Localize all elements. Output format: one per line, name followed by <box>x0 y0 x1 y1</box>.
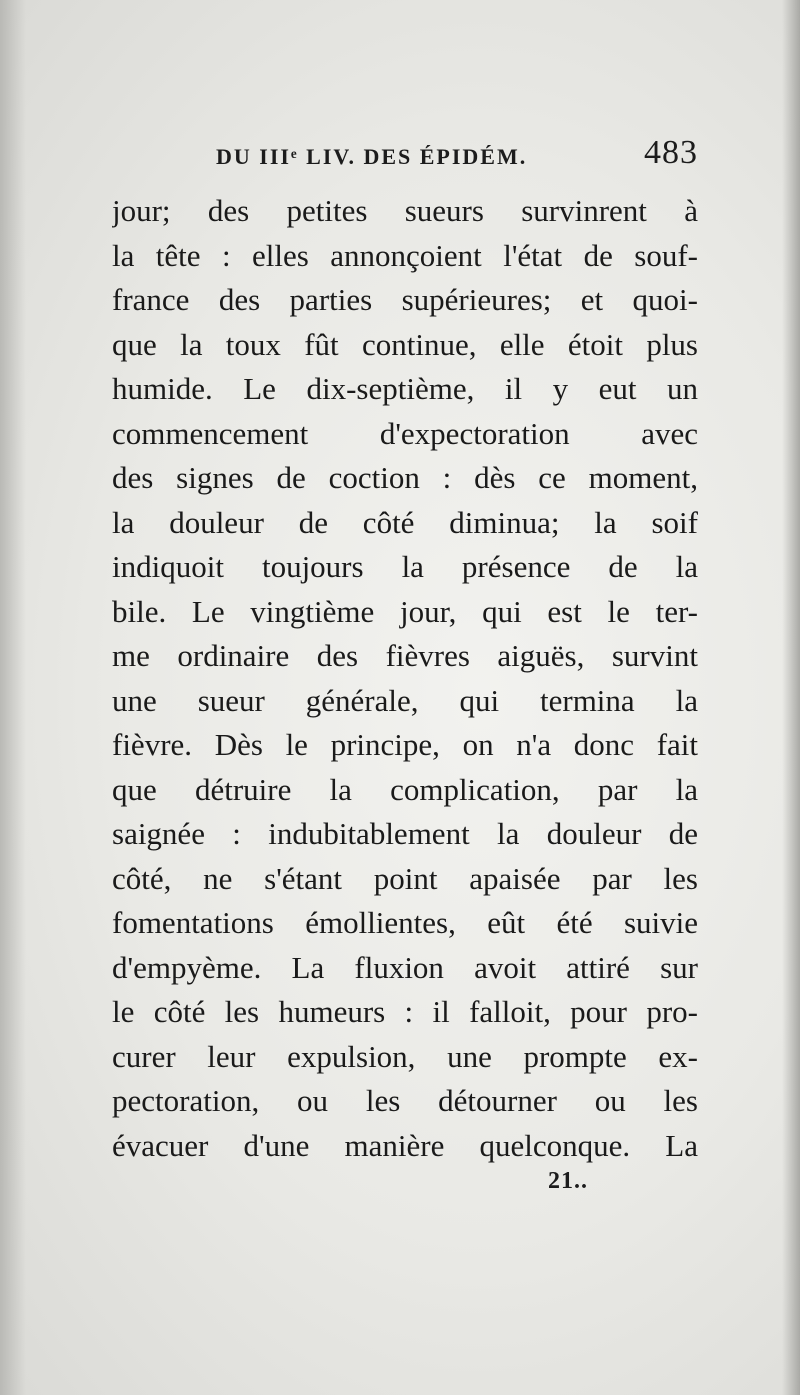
signature-mark: 21.. <box>548 1168 588 1194</box>
text-line: fomentations émollientes, eût été suivie <box>112 905 698 940</box>
text-line: indiquoit toujours la présence de la <box>112 549 698 584</box>
page-edge-shadow-right <box>782 0 800 1395</box>
text-line: pectoration, ou les détourner ou les <box>112 1083 698 1118</box>
text-line: humide. Le dix-septième, il y eut un <box>112 371 698 406</box>
text-line: que détruire la complication, par la <box>112 771 698 807</box>
text-line: la douleur de côté diminua; la soif <box>112 504 698 540</box>
page-header <box>112 130 700 178</box>
text-line: commencement d'expectoration avec <box>112 415 698 451</box>
text-line: une sueur générale, qui termina la <box>112 682 698 718</box>
text-line: saignée : indubitablement la douleur de <box>112 816 698 851</box>
text-line: que la toux fût continue, elle étoit plus <box>112 326 698 362</box>
text-line: le côté les humeurs : il falloit, pour pro- <box>112 994 698 1029</box>
text-line: curer leur expulsion, une prompte ex- <box>112 1038 698 1074</box>
text-line: me ordinaire des fièvres aiguës, survint <box>112 638 698 673</box>
text-line: côté, ne s'étant point apaisée par les <box>112 860 698 896</box>
page-edge-shadow-left <box>0 0 26 1395</box>
text-line: des signes de coction : dès ce moment, <box>112 460 698 495</box>
text-line: france des parties supérieures; et quoi- <box>112 282 698 317</box>
text-line: évacuer d'une manière quelconque. La <box>112 1127 698 1163</box>
text-line: d'empyème. La fluxion avoit attiré sur <box>112 949 698 985</box>
text-line: la tête : elles annonçoient l'état de souf- <box>112 237 698 273</box>
text-line: fièvre. Dès le principe, on n'a donc fait <box>112 727 698 762</box>
body-text <box>112 189 698 1168</box>
running-head: DU IIIᵉ LIV. DES ÉPIDÉM. <box>216 144 528 169</box>
text-line: jour; des petites sueurs survinrent à <box>112 193 698 228</box>
text-line: bile. Le vingtième jour, qui est le ter- <box>112 593 698 629</box>
page-number: 483 <box>644 134 698 171</box>
